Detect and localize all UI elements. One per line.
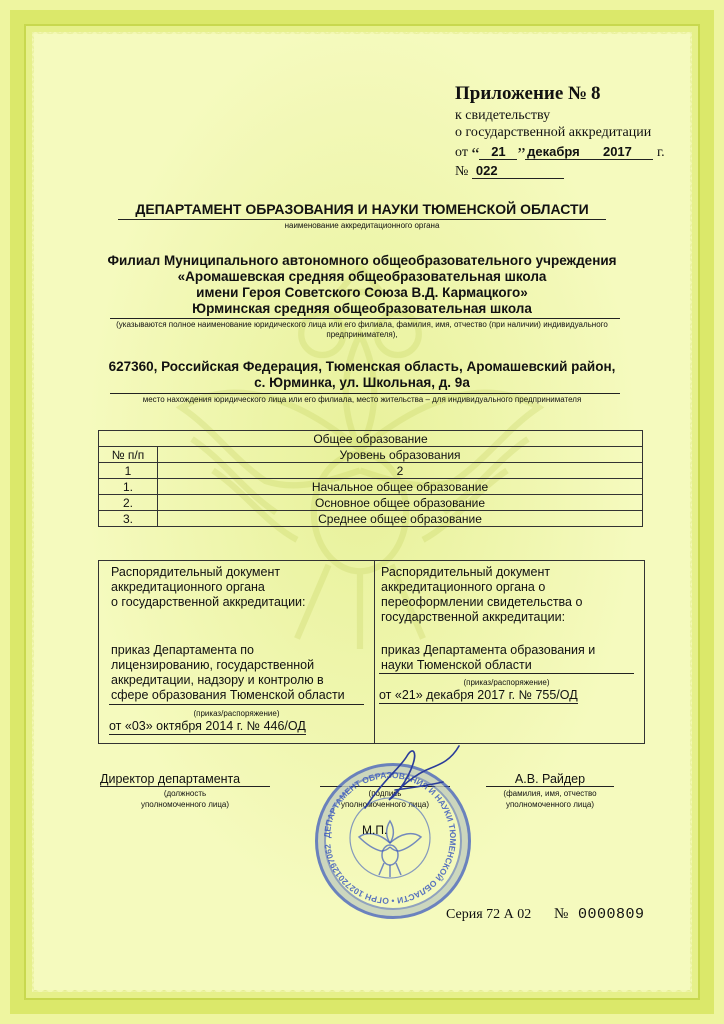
address-underline <box>110 393 620 394</box>
address-caption: место нахождения юридического лица или его филиала, место жительства – для индивидуального предпринимателя <box>142 395 582 404</box>
index-level: 2 <box>158 463 643 479</box>
documents-right <box>375 561 644 743</box>
right-body <box>381 643 595 673</box>
seal-mark: М.П. <box>362 823 388 837</box>
left-heading-line: о государственной аккредитации: <box>111 595 306 609</box>
table-row <box>99 495 643 511</box>
annex-title: Приложение № <box>455 83 588 104</box>
annex-doc-number <box>455 163 564 180</box>
org-line-4: Юрминская средняя общеобразовательная школа <box>192 301 532 316</box>
documents-left <box>99 561 375 743</box>
section-cell: Общее образование <box>99 431 643 447</box>
index-num: 1 <box>99 463 158 479</box>
authority-name: ДЕПАРТАМЕНТ ОБРАЗОВАНИЯ И НАУКИ ТЮМЕНСКОЙ ОБЛАСТИ <box>135 201 589 217</box>
num-prefix: № <box>455 164 469 179</box>
row-num: 2. <box>99 495 158 511</box>
org-line-3: имени Героя Советского Союза В.Д. Кармацкого» <box>196 285 528 300</box>
left-body <box>111 643 345 703</box>
sign-caption-2: уполномоченного лица) <box>340 800 430 809</box>
row-level: Среднее общее образование <box>158 511 643 527</box>
authority-underline <box>118 219 606 220</box>
right-underline <box>379 673 634 674</box>
handwritten-signature <box>355 738 465 818</box>
right-caption: (приказ/распоряжение) <box>463 678 550 687</box>
table-row <box>99 511 643 527</box>
table-row <box>99 479 643 495</box>
documents-box <box>98 560 645 744</box>
org-underline <box>110 318 620 319</box>
date-month: декабря <box>527 144 580 159</box>
org-caption-2: предпринимателя), <box>326 330 398 339</box>
date-open-quote: “ <box>471 144 480 164</box>
right-heading-line: аккредитационного органа о <box>381 580 546 594</box>
left-body-line: аккредитации, надзору и контролю в <box>111 673 324 687</box>
left-body-line: лицензированию, государственной <box>111 658 315 672</box>
address-line-2: с. Юрминка, ул. Школьная, д. 9а <box>254 375 470 390</box>
row-level: Начальное общее образование <box>158 479 643 495</box>
position-caption-2: уполномоченного лица) <box>140 800 230 809</box>
left-caption: (приказ/распоряжение) <box>193 709 280 718</box>
row-level: Основное общее образование <box>158 495 643 511</box>
num-value: 022 <box>472 163 564 179</box>
right-body-line: науки Тюменской области <box>381 658 532 672</box>
org-line-2: «Аромашевская средняя общеобразовательная школа <box>177 269 547 284</box>
org-line-1: Филиал Муниципального автономного общеобразовательного учреждения <box>107 253 617 268</box>
left-body-line: приказ Департамента по <box>111 643 254 657</box>
name-caption-1: (фамилия, имя, отчество <box>503 789 597 798</box>
authority-caption: наименование аккредитационного органа <box>284 221 440 230</box>
right-heading-line: Распорядительный документ <box>381 565 551 579</box>
table-section-row <box>99 431 643 447</box>
signer-position: Директор департамента <box>100 772 270 787</box>
annex-line-2: о государственной аккредитации <box>455 125 652 140</box>
org-caption-1: (указываются полное наименование юридического лица или его филиала, фамилия, имя, отчество (при наличии) индивидуального <box>116 320 608 329</box>
date-day: 21 <box>479 144 517 160</box>
address-line-1: 627360, Российская Федерация, Тюменская область, Аромашевский район, <box>108 359 616 374</box>
left-heading <box>111 565 306 610</box>
address <box>60 359 664 391</box>
right-heading-line: государственной аккредитации: <box>381 610 566 624</box>
right-reference: от «21» декабря 2017 г. № 755/ОД <box>379 688 578 702</box>
table-header-row <box>99 447 643 463</box>
organization-caption <box>60 320 664 340</box>
annex-date <box>455 144 665 165</box>
date-suffix: г. <box>656 145 665 160</box>
sign-caption-1: (подпись <box>368 789 402 798</box>
left-body-line: сфере образования Тюменской области <box>111 688 345 702</box>
left-underline <box>109 704 364 705</box>
organization-name <box>60 253 664 317</box>
series-num-label: № <box>554 906 569 922</box>
position-caption <box>100 788 270 810</box>
row-num: 3. <box>99 511 158 527</box>
series-number: 0000809 <box>578 906 645 923</box>
signer-name: А.В. Райдер <box>486 772 614 787</box>
date-year: 2017 <box>581 144 653 160</box>
date-close-quote: ” <box>517 144 526 164</box>
series-label: Серия 72 А 02 <box>446 907 532 922</box>
header-level: Уровень образования <box>158 447 643 463</box>
position-caption-1: (должность <box>163 789 207 798</box>
left-reference: от «03» октября 2014 г. № 446/ОД <box>109 719 306 733</box>
annex-number: 8 <box>591 83 601 104</box>
right-heading <box>381 565 582 625</box>
education-levels-table <box>98 430 643 527</box>
date-prefix: от <box>455 145 468 160</box>
left-heading-line: аккредитационного органа <box>111 580 265 594</box>
right-heading-line: переоформлении свидетельства о <box>381 595 583 609</box>
name-caption-2: уполномоченного лица) <box>505 800 595 809</box>
table-index-row <box>99 463 643 479</box>
row-num: 1. <box>99 479 158 495</box>
name-caption <box>486 788 614 810</box>
header-num: № п/п <box>99 447 158 463</box>
left-heading-line: Распорядительный документ <box>111 565 281 579</box>
annex-line-1: к свидетельству <box>455 108 551 123</box>
right-body-line: приказ Департамента образования и <box>381 643 596 657</box>
seal-ring-text: ДЕПАРТАМЕНТ ОБРАЗОВАНИЯ И НАУКИ ТЮМЕНСКОЙ ОБЛАСТИ • ОГРН 1027201297062 <box>321 769 459 907</box>
